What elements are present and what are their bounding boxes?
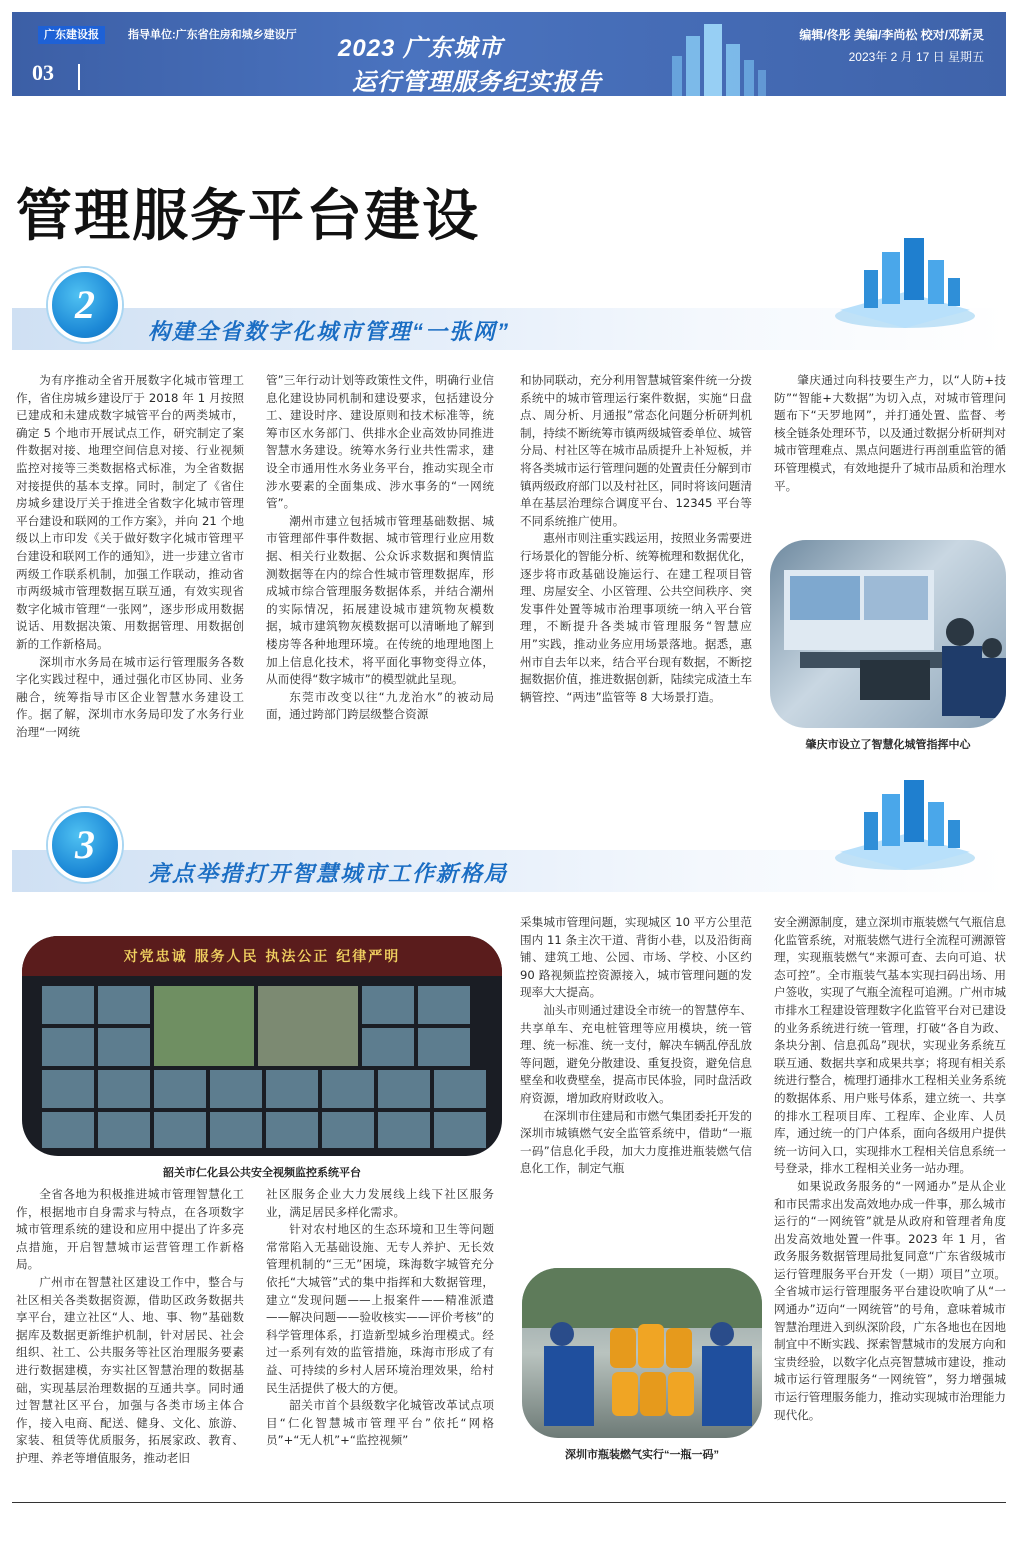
city-illustration-icon: [642, 16, 802, 96]
paragraph: 为有序推动全省开展数字化城市管理工作，省住房城乡建设厅于 2018 年 1 月按照已建成和未建成数字城管平台的两类城市，确定 5 个地市开展试点工作，研究制定了案件数据对接、地理空间信息对接、行业视频监控对接等三类数据格式标准，为全省数据对接提供的基本支撑。同时，制定了《省住房城乡建设厅关于推进全省数字化城市管理平台建设和联网的工作方案》，并向 21 个地级以上市印发《关于做好数字化城市管理平台建设和联网工作的通知》，进一步建立省市两级工作联系机制，加强工作联动，推动省市两级城市管理数据互联互通，有效实现省数字化城市管理“一张网”，逐步形成用数据说话、用数据决策、用数据管理、用数据创新的工作新格局。: [16, 373, 244, 651]
section2-column-4: [774, 372, 1006, 495]
issue-date: 2023年 2 月 17 日 星期五: [848, 50, 984, 64]
page-title: 管理服务平台建设: [16, 183, 480, 249]
paragraph: 安全溯源制度，建立深圳市瓶装燃气气瓶信息化监管系统，对瓶装燃气进行全流程可溯源管理，实现瓶装燃气“来源可查、去向可追、状态可控”。全市瓶装气基本实现扫码出场、用户签收，实现了气瓶全流程可追溯。广州市城市排水工程建设管理数字化监管平台对已建设的业务系统进行统一管理，打破“各自为政、条块分割、信息孤岛”现状，实现业务系统互联互通、数据共享和成果共享；将现有相关系统进行整合，梳理打通排水工程相关业务系统的数据体系、用户账号体系，建立统一、共享的排水工程项目库、工程库、企业库、人员库，通过统一的门户体系，面向各级用户提供统一访问入口，实现排水工程相关信息系统一号登录，排水工程相关业务一站办理。: [774, 915, 1006, 1176]
shenzhen-gas-cylinder-photo: [522, 1268, 762, 1438]
paragraph: 如果说政务服务的“一网通办”是从企业和市民需求出发高效地办成一件事，那么城市运行的“一网统管”就是从政府和管理者角度出发高效地处置一件事。2023 年 1 月，省政务服务数据管理局批复同意“广东省级城市运行管理服务平台开发（一期）项目”立项。全省城市运行管理服务平台建设吹响了从“一网通办”迈向“一网统管”的号角，意味着城市智慧治理进入到纵深阶段，广东各地也在因地制宜中不断实践、探索智慧城市的发展方向和宝贵经验，以数字化点亮智慧城市建设，推动城市运行管理服务“一网统管”，努力增强城市运行管理服务能力，推动实现城市治理能力现代化。: [774, 1178, 1006, 1422]
page-number: 03: [32, 60, 54, 85]
newspaper-tag: 广东建设报: [38, 26, 105, 44]
paragraph: 全省各地为积极推进城市管理智慧化工作，根据地市自身需求与特点，在各项数字城市管理系统的建设和应用中提出了许多亮点措施，开启智慧城市运营管理工作新格局。: [16, 1187, 244, 1272]
paragraph: 和协同联动，充分利用智慧城管案件统一分拨系统中的城市管理运行案件数据，实施“日盘点、周分析、月通报”常态化问题分析研判机制，持续不断统筹市镇两级城管委单位、城管分局、村社区等在城市品质提升上补短板，并将各类城市运行管理问题的处置责任分解到市镇两级政府部门以及村社区，同时将该问题清单在基层治理综合调度平台、12345 平台等不同系统推广使用。: [520, 373, 752, 528]
masthead: [12, 12, 1006, 96]
paragraph: 韶关市首个县级数字化城管改革试点项目“仁化智慧城市管理平台”依托“网格员”+“无人机”+“监控视频”: [266, 1398, 494, 1448]
report-title-line1: 2023 广东城市: [338, 35, 504, 62]
paragraph: 广州市在智慧社区建设工作中，整合与社区相关各类数据资源，借助区政务数据共享平台，建立社区“人、地、事、物”基础数据库及数据更新维护机制，针对居民、社会组织、社工、公共服务等社区治理服务要素进行数据建模，夯实社区智慧治理的数据基础，实现基层治理数据的互通共享。同时通过智慧社区平台，加强与各类市场主体合作，接入电商、配送、健身、文化、旅游、家装、租赁等优质服务，拓展家政、教育、护理、养老等增值服务，推动老旧: [16, 1274, 244, 1465]
slogan-text: 对党忠诚 服务人民 执法公正 纪律严明: [123, 949, 401, 965]
paragraph: 肇庆通过向科技要生产力，以“人防+技防”“智能+大数据”为切入点，对城市管理问题布下“天罗地网”，并打通处置、监督、考核全链条处理环节，以及通过数据分析研判对城市管理难点、黑点问题进行再剖重监管的循环管理模式，有效地提升了城市品质和治理水平。: [774, 373, 1006, 493]
paragraph: 潮州市建立包括城市管理基础数据、城市管理部件事件数据、城市管理行业应用数据、相关行业数据、公众诉求数据和舆情监测数据等在内的综合性城市管理数据库，形成城市综合管理服务数据体系，并结合潮州的实际情况，拓展建设城市建筑物灰模数据，城市建筑物灰模数据可以清晰地了解到楼房等各种地理环境。在传统的地理地图上加上信息化技术，将平面化事物变得立体，从而使得“数字城市”的模型就此呈现。: [266, 513, 494, 687]
photo-caption: 深圳市瓶装燃气实行“一瓶一码”: [565, 1449, 719, 1461]
editors-line: 编辑/佟彤 美编/李尚松 校对/邓新灵: [799, 28, 984, 42]
section2-column-1: [16, 372, 244, 741]
section2-title: 构建全省数字化城市管理“一张网”: [148, 319, 511, 344]
paragraph: 东莞市改变以往“九龙治水”的被动局面，通过跨部门跨层级整合资源: [266, 689, 494, 722]
section3-column-1: [16, 1186, 244, 1468]
section2-column-2: [266, 372, 494, 724]
paragraph: 管”三年行动计划等政策性文件，明确行业信息化建设协同机制和建设要求，包括建设分工、建设时序、建设原则和技术标准等，统筹市区水务部门、供排水企业高效协同推进智慧水务建设。统筹水务行业共性需求，建设全市通用性水务业务平台，推动实现全市涉水要素的全面集成、涉水事务的“一网统管”。: [266, 373, 494, 511]
paragraph: 在深圳市住建局和市燃气集团委托开发的深圳市城镇燃气安全监管系统中，借助“一瓶一码”信息化手段，加大力度推进瓶装燃气信息化工作，制定气瓶: [520, 1108, 752, 1176]
command-center-image: [770, 540, 1006, 728]
paragraph: 深圳市水务局在城市运行管理服务各数字化实践过程中，通过强化市区协同、业务融合，统筹指导市区企业智慧水务建设工作。据了解，深圳市水务局印发了水务行业治理“一网统: [16, 654, 244, 739]
video-wall-image: [22, 980, 502, 1156]
photo-caption: 韶关市仁化县公共安全视频监控系统平台: [163, 1167, 361, 1179]
section3-number-badge: 3: [48, 808, 122, 882]
section3-title: 亮点举措打开智慧城市工作新格局: [148, 861, 509, 886]
renhua-video-monitoring-photo: [22, 936, 502, 1156]
page-divider: [78, 64, 80, 90]
photo-caption: 肇庆市设立了智慧化城管指挥中心: [805, 739, 971, 751]
city-platform-icon: [830, 230, 980, 330]
city-platform-icon: [830, 772, 980, 872]
gas-cylinder-image: [522, 1268, 762, 1438]
paragraph: 汕头市则通过建设全市统一的智慧停车、共享单车、充电桩管理等应用模块，统一管理、统一标准、统一支付，解决车辆乱停乱放等问题，避免分散建设、重复投资，避免信息壁垒和收费壁垒，提高市民体验，同时盘活政府资源，增加政府财政收入。: [520, 1002, 752, 1105]
section3-column-4: [774, 914, 1006, 1424]
section3-column-3: [520, 914, 752, 1178]
paragraph: 针对农村地区的生态环境和卫生等问题常常陷入无基础设施、无专人养护、无长效管理机制的“三无”困境，珠海数字城管充分依托“大城管”式的集中指挥和大数据管理，建立“发现问题——上报案件——精准派遣——解决问题——验收核实——评价考核”的科学管理体系，打造新型城乡治理模式。经过一系列有效的监管措施，珠海市形成了有益、可持续的乡村人居环境治理效果，给村民生活提供了极大的方便。: [266, 1222, 494, 1395]
paragraph: 采集城市管理问题，实现城区 10 平方公里范围内 11 条主次干道、背街小巷，以及沿街商铺、建筑工地、公园、市场、学校、小区约 90 路视频监控资源接入，城市管理问题的发现率大大提高。: [520, 915, 752, 1000]
page-bottom-rule: [12, 1502, 1006, 1503]
zhaoqing-command-center-photo: [770, 540, 1006, 728]
paragraph: 社区服务企业大力发展线上线下社区服务业，满足居民多样化需求。: [266, 1187, 494, 1219]
section2-column-3: [520, 372, 752, 706]
paragraph: 惠州市则注重实践运用，按照业务需要进行场景化的智能分析、统筹梳理和数据优化，逐步将市政基础设施运行、在建工程项目管理、房屋安全、小区管理、公共空间秩序、突发事件处置等城市治理事项统一纳入平台管理，不断提升各类城市管理服务“智慧应用”实践，推动业务应用场景落地。据悉，惠州市自去年以来，结合平台现有数据，不断挖掘数据价值，推进数据创新，陆续完成渣土车辆管控、“两违”监管等 8 大场景打造。: [520, 531, 752, 704]
section3-column-2: [266, 1186, 494, 1450]
section2-number-badge: 2: [48, 268, 122, 342]
report-title-line2: 运行管理服务纪实报告: [352, 69, 602, 96]
guide-unit: 指导单位:广东省住房和城乡建设厅: [128, 29, 297, 41]
